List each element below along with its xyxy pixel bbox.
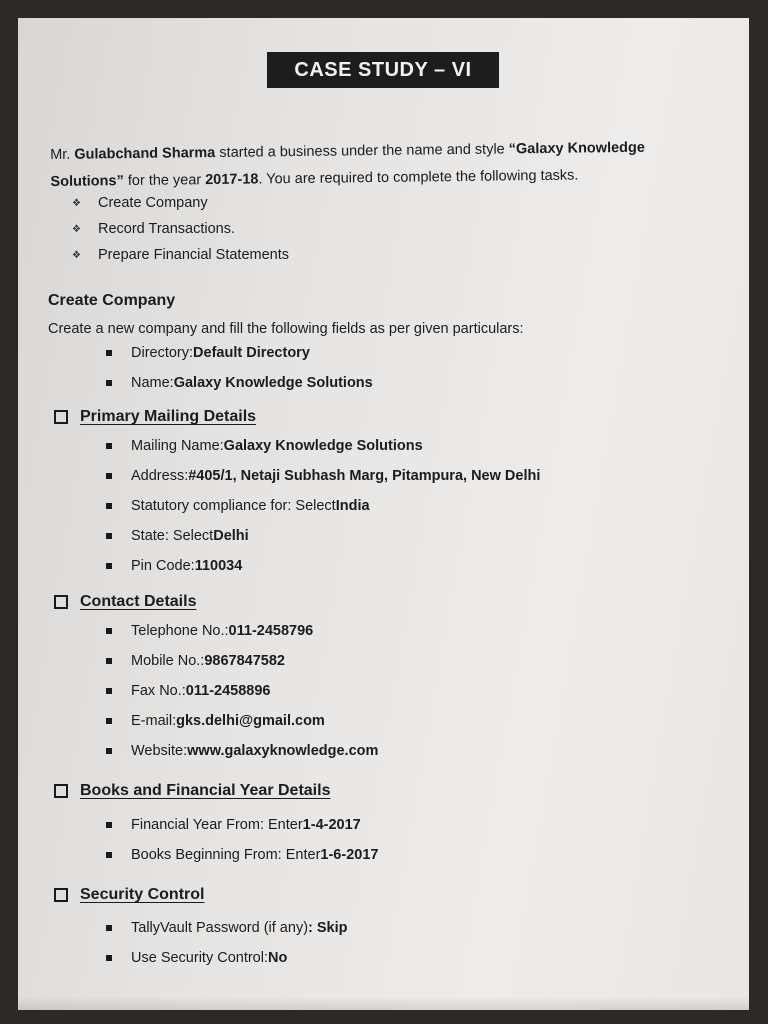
list-item <box>72 216 289 242</box>
item-label: Use Security Control: <box>131 950 268 966</box>
primary-mailing-list <box>106 431 540 581</box>
checkbox-square-icon <box>54 595 68 609</box>
item-label: Pin Code: <box>131 558 195 574</box>
square-bullet-icon <box>106 380 112 386</box>
item-label: Address: <box>131 468 189 484</box>
books-financial-year-list <box>106 810 378 870</box>
intro-text: . You are required to complete the following tasks. <box>258 167 579 188</box>
task-list <box>72 190 289 268</box>
item-value: Galaxy Knowledge Solutions <box>223 438 423 454</box>
item-label: Books Beginning From: Enter <box>131 847 321 863</box>
section-heading-text: Contact Details <box>80 593 197 610</box>
page-title: CASE STUDY – VI <box>267 52 499 88</box>
square-bullet-icon <box>106 533 112 539</box>
create-company-list <box>106 338 373 398</box>
item-value: www.galaxyknowledge.com <box>187 743 379 759</box>
square-bullet-icon <box>106 503 112 509</box>
item-value: India <box>335 498 370 514</box>
square-bullet-icon <box>106 688 112 694</box>
create-company-heading: Create Company <box>48 292 176 309</box>
item-label: State: Select <box>131 528 214 544</box>
intro-text: for the year <box>123 172 206 190</box>
square-bullet-icon <box>106 443 112 449</box>
year: 2017-18 <box>205 171 259 189</box>
square-bullet-icon <box>106 748 112 754</box>
list-item <box>106 943 348 973</box>
square-bullet-icon <box>106 925 112 931</box>
item-label: E-mail: <box>131 713 177 729</box>
list-item <box>106 551 540 581</box>
list-item <box>106 431 540 461</box>
intro-text: started a business under the name and style <box>215 141 509 161</box>
item-value: 110034 <box>194 558 243 574</box>
document-page <box>18 18 749 1010</box>
list-item <box>106 616 378 646</box>
contact-details-list <box>106 616 378 766</box>
list-item <box>106 913 348 943</box>
list-item <box>106 810 378 840</box>
primary-mailing-heading <box>54 408 256 426</box>
list-item <box>106 368 373 398</box>
item-value: No <box>268 950 288 966</box>
intro-paragraph <box>50 134 723 196</box>
item-value: #405/1, Netaji Subhash Marg, Pitampura, New Delhi <box>188 468 541 484</box>
square-bullet-icon <box>106 955 112 961</box>
item-value: Default Directory <box>193 345 310 361</box>
section-heading-text: Security Control <box>80 886 205 903</box>
item-label: Statutory compliance for: Select <box>131 498 336 514</box>
item-label: Directory: <box>131 345 194 361</box>
list-item <box>72 242 289 268</box>
square-bullet-icon <box>106 852 112 858</box>
item-value: : Skip <box>308 920 348 936</box>
owner-name: Gulabchand Sharma <box>74 144 216 163</box>
square-bullet-icon <box>106 628 112 634</box>
item-value: 9867847582 <box>204 653 285 669</box>
create-company-description: Create a new company and fill the following fields as per given particulars: <box>48 321 524 337</box>
list-item <box>106 461 540 491</box>
diamond-bullet-icon: ❖ <box>72 197 81 209</box>
item-label: Name: <box>131 375 174 391</box>
checkbox-square-icon <box>54 888 68 902</box>
company-name: “Galaxy Knowledge Solutions” <box>50 139 645 190</box>
list-item <box>106 491 540 521</box>
list-item <box>106 736 378 766</box>
item-label: Mobile No.: <box>131 653 205 669</box>
security-control-list <box>106 913 348 973</box>
intro-text: Mr. <box>50 146 75 163</box>
page-edge-shadow <box>18 996 749 1010</box>
item-value: Galaxy Knowledge Solutions <box>173 375 373 391</box>
checkbox-square-icon <box>54 410 68 424</box>
books-financial-year-heading <box>54 782 330 800</box>
square-bullet-icon <box>106 350 112 356</box>
item-label: Financial Year From: Enter <box>131 817 303 833</box>
item-value: 1-6-2017 <box>320 847 379 863</box>
list-item <box>106 646 378 676</box>
task-text: Prepare Financial Statements <box>98 247 290 263</box>
checkbox-square-icon <box>54 784 68 798</box>
task-text: Create Company <box>98 195 208 211</box>
list-item <box>106 706 378 736</box>
item-value: gks.delhi@gmail.com <box>176 713 325 729</box>
item-label: Mailing Name: <box>131 438 224 454</box>
list-item <box>106 840 378 870</box>
item-label: TallyVault Password (if any) <box>131 920 309 936</box>
item-label: Fax No.: <box>131 683 186 699</box>
item-value: 011-2458796 <box>228 623 314 639</box>
item-label: Website: <box>131 743 188 759</box>
item-value: Delhi <box>213 528 249 544</box>
square-bullet-icon <box>106 563 112 569</box>
section-heading-text: Books and Financial Year Details <box>80 782 331 799</box>
list-item <box>106 521 540 551</box>
item-label: Telephone No.: <box>131 623 229 639</box>
square-bullet-icon <box>106 822 112 828</box>
diamond-bullet-icon: ❖ <box>72 249 81 261</box>
square-bullet-icon <box>106 658 112 664</box>
security-control-heading <box>54 886 204 904</box>
list-item <box>106 338 373 368</box>
square-bullet-icon <box>106 718 112 724</box>
task-text: Record Transactions. <box>98 221 236 237</box>
diamond-bullet-icon: ❖ <box>72 223 81 235</box>
section-heading-text: Primary Mailing Details <box>80 408 257 425</box>
item-value: 011-2458896 <box>185 683 271 699</box>
contact-details-heading <box>54 593 196 611</box>
item-value: 1-4-2017 <box>302 817 361 833</box>
list-item <box>106 676 378 706</box>
list-item <box>72 190 289 216</box>
square-bullet-icon <box>106 473 112 479</box>
